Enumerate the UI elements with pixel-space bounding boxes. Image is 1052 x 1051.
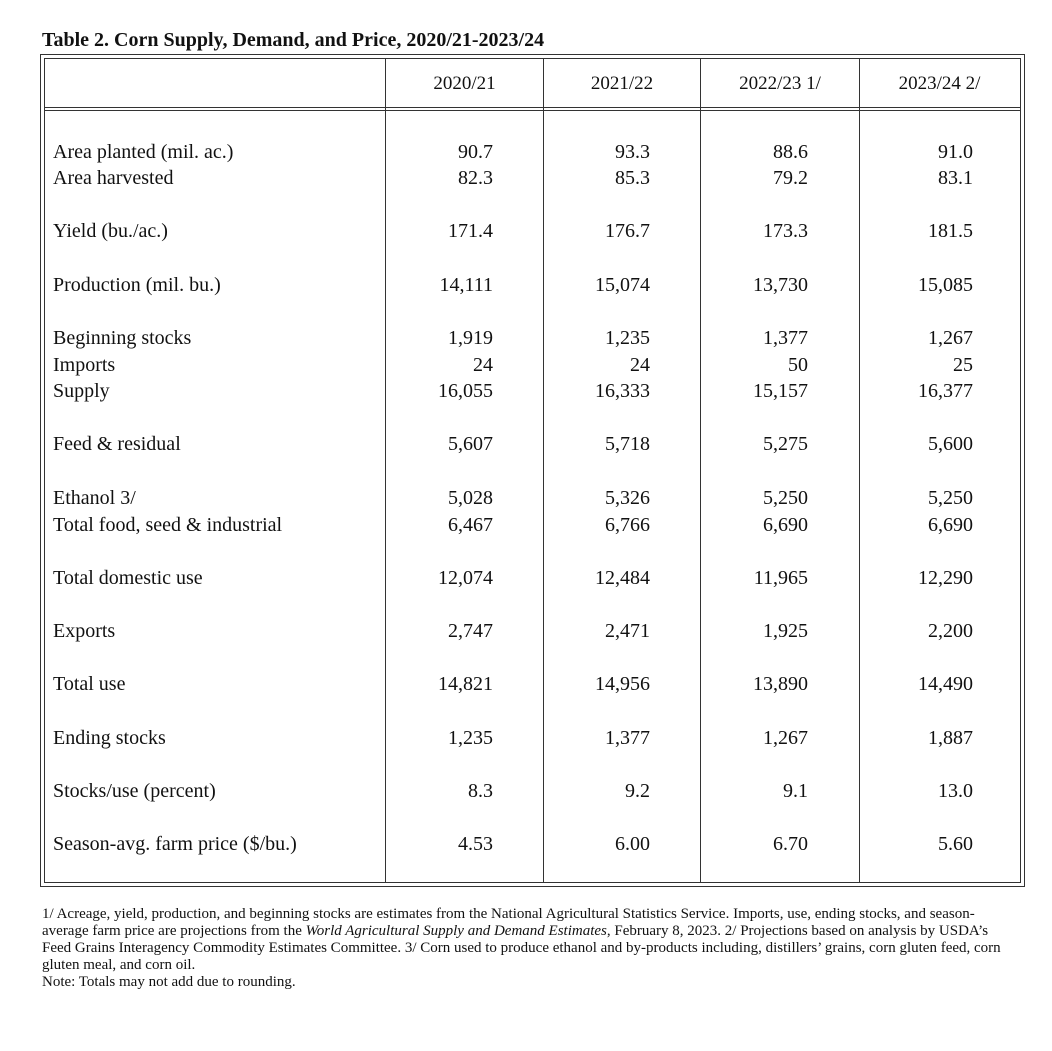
cell-2020-21: 24 [473,354,493,376]
table-row [41,620,1024,646]
header-divider-top [44,107,1021,108]
cell-2022-23: 88.6 [773,141,808,163]
row-label: Beginning stocks [53,327,192,349]
table-title: Table 2. Corn Supply, Demand, and Price, 2020/21-2023/24 [42,29,545,51]
cell-2020-21: 6,467 [448,514,493,536]
footnotes [42,906,1017,991]
column-header-2020-21: 2020/21 [433,73,496,94]
cell-2021-22: 9.2 [625,780,650,802]
cell-2020-21: 2,747 [448,620,493,642]
column-header-2021-22: 2021/22 [590,73,654,94]
row-label: Stocks/use (percent) [53,780,216,802]
cell-2023-24: 15,085 [918,274,973,296]
cell-2021-22: 16,333 [595,380,650,402]
cell-2021-22: 85.3 [615,167,650,189]
cell-2022-23: 79.2 [773,167,808,189]
cell-2020-21: 5,607 [448,433,493,455]
cell-2021-22: 1,235 [605,327,650,349]
table-row [41,567,1024,593]
row-label: Imports [53,354,116,376]
cell-2023-24: 83.1 [938,167,973,189]
cell-2023-24: 14,490 [918,673,973,695]
cell-2022-23: 9.1 [783,780,808,802]
cell-2022-23: 1,377 [763,327,808,349]
cell-2022-23: 6,690 [763,514,808,536]
cell-2020-21: 5,028 [448,487,493,509]
cell-2022-23: 173.3 [763,220,808,242]
row-label: Total domestic use [53,567,203,589]
footnote-text [42,906,1017,974]
table-row [41,673,1024,699]
row-label: Total use [53,673,126,695]
cell-2022-23: 5,275 [763,433,808,455]
cell-2021-22: 6,766 [605,514,650,536]
table-row [41,327,1024,353]
row-label: Total food, seed & industrial [53,514,283,536]
corn-supply-table [40,54,1025,887]
footnote-source-title: World Agricultural Supply and Demand Estimates [305,923,607,939]
row-label: Area planted (mil. ac.) [53,141,234,163]
table-row [41,487,1024,513]
table-row [41,380,1024,406]
table-row [41,780,1024,806]
table-row [41,727,1024,753]
cell-2022-23: 13,890 [753,673,808,695]
table-row [41,833,1024,859]
cell-2023-24: 5,250 [928,487,973,509]
cell-2023-24: 5.60 [938,833,973,855]
table-row [41,274,1024,300]
cell-2023-24: 6,690 [928,514,973,536]
table-row [41,433,1024,459]
row-label: Production (mil. bu.) [53,274,221,296]
header-divider-bottom [44,110,1021,111]
cell-2023-24: 1,267 [928,327,973,349]
cell-2020-21: 14,111 [439,274,493,296]
cell-2022-23: 15,157 [753,380,808,402]
rounding-note: Note: Totals may not add due to rounding. [42,974,296,990]
table-row [41,141,1024,167]
cell-2023-24: 25 [953,354,973,376]
cell-2020-21: 8.3 [468,780,493,802]
cell-2023-24: 1,887 [928,727,973,749]
cell-2020-21: 4.53 [458,833,493,855]
cell-2021-22: 176.7 [605,220,650,242]
cell-2022-23: 6.70 [773,833,808,855]
cell-2021-22: 12,484 [595,567,650,589]
cell-2023-24: 5,600 [928,433,973,455]
cell-2022-23: 13,730 [753,274,808,296]
cell-2021-22: 14,956 [595,673,650,695]
cell-2020-21: 14,821 [438,673,493,695]
cell-2020-21: 12,074 [438,567,493,589]
footnote-part1: 1/ Acreage, yield, production, and beginning stocks are estimates from the National Agricultural Statistics Service. Imports, use, ending stocks, and season-average farm price are projections from the [42,906,975,939]
cell-2023-24: 16,377 [918,380,973,402]
cell-2020-21: 82.3 [458,167,493,189]
cell-2021-22: 24 [630,354,650,376]
cell-2023-24: 13.0 [938,780,973,802]
cell-2022-23: 1,925 [763,620,808,642]
row-label: Feed & residual [53,433,181,455]
cell-2021-22: 93.3 [615,141,650,163]
cell-2023-24: 181.5 [928,220,973,242]
cell-2020-21: 1,235 [448,727,493,749]
row-label: Season-avg. farm price ($/bu.) [53,833,297,855]
cell-2022-23: 11,965 [753,567,808,589]
row-label: Supply [53,380,110,402]
table-row [41,514,1024,540]
column-header-2023-24: 2023/24 2/ [898,73,981,94]
cell-2020-21: 16,055 [438,380,493,402]
cell-2021-22: 5,326 [605,487,650,509]
cell-2021-22: 2,471 [605,620,650,642]
table-row [41,354,1024,380]
cell-2022-23: 50 [788,354,808,376]
table-row [41,220,1024,246]
cell-2023-24: 91.0 [938,141,973,163]
footnote-part2: , February 8, 2023. 2/ Projections based on analysis by USDA’s Feed Grains Interagency Commodity Estimates Committee. 3/ Corn used to produce ethanol and by-products including, distillers’ grains, corn gluten feed, corn gluten meal, and corn oil. [42,923,1001,973]
row-label: Yield (bu./ac.) [53,220,168,242]
row-label: Ethanol 3/ [53,487,136,509]
cell-2022-23: 5,250 [763,487,808,509]
table-row [41,167,1024,193]
cell-2020-21: 171.4 [448,220,493,242]
row-label: Area harvested [53,167,174,189]
row-label: Exports [53,620,116,642]
cell-2022-23: 1,267 [763,727,808,749]
cell-2020-21: 90.7 [458,141,493,163]
cell-2020-21: 1,919 [448,327,493,349]
cell-2023-24: 12,290 [918,567,973,589]
cell-2021-22: 5,718 [605,433,650,455]
cell-2021-22: 15,074 [595,274,650,296]
cell-2023-24: 2,200 [928,620,973,642]
cell-2021-22: 1,377 [605,727,650,749]
column-header-2022-23: 2022/23 1/ [739,73,821,94]
row-label: Ending stocks [53,727,166,749]
cell-2021-22: 6.00 [615,833,650,855]
